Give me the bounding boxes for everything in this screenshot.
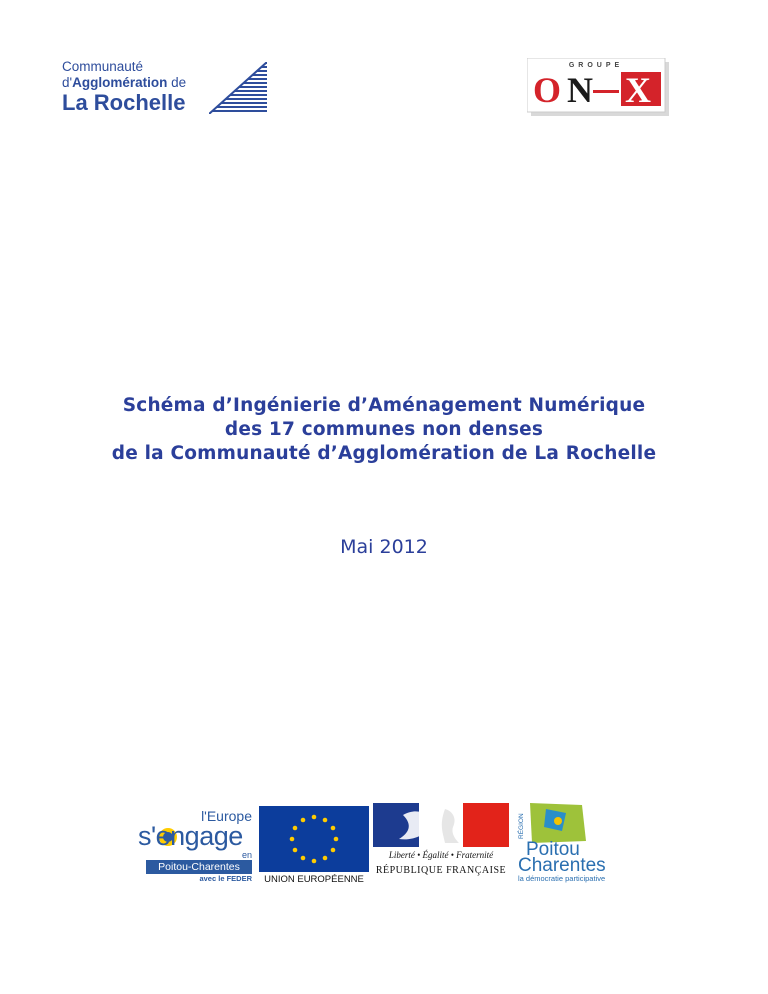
onx-letter-n: N: [567, 70, 593, 110]
cda-logo-line2: d'Agglomération de: [62, 75, 187, 90]
union-europeenne-logo: [259, 806, 369, 886]
europe-engage-line2: s'engage: [138, 821, 243, 851]
rf-caption: RÉPUBLIQUE FRANÇAISE: [375, 865, 507, 876]
europe-engage-line1: l'Europe: [201, 808, 252, 824]
eu-flag-icon: [259, 806, 369, 872]
onx-letter-o: O: [533, 70, 562, 110]
onx-group-label: GROUPE: [568, 62, 624, 69]
pc-tagline: la démocratie participative: [518, 874, 606, 883]
onx-letter-x: X: [625, 70, 651, 110]
rf-motto: Liberté • Égalité • Fraternité: [388, 850, 494, 860]
document-title: [40, 394, 728, 466]
pc-line2: Charentes: [518, 855, 606, 876]
cda-la-rochelle-logo: [62, 60, 267, 116]
europe-engage-line5: avec le FEDER: [199, 874, 252, 883]
europe-engage-line4: Poitou-Charentes: [146, 860, 252, 874]
title-line-2: des 17 communes non denses: [224, 419, 544, 440]
document-date: Mai 2012: [340, 536, 428, 558]
pc-line1: Poitou: [526, 839, 580, 860]
title-line-3: de la Communauté d’Agglomération de La Rochelle: [111, 443, 657, 464]
region-poitou-charentes-logo: [514, 801, 614, 883]
cda-striped-triangle-icon: [209, 62, 267, 114]
title-line-1: Schéma d’Ingénierie d’Aménagement Numérique: [122, 395, 646, 416]
cda-logo-line3: La Rochelle: [62, 90, 186, 115]
eu-caption: UNION EUROPÉENNE: [264, 874, 364, 885]
groupe-onx-logo: [527, 58, 669, 116]
cda-logo-line1: Communauté: [62, 59, 144, 74]
marianne-tricolor-icon: [373, 803, 509, 847]
republique-francaise-logo: [373, 803, 509, 883]
europe-sengage-logo: [136, 808, 258, 884]
pc-region-label: RÉGION: [518, 813, 525, 839]
europe-engage-line3: en: [241, 850, 252, 860]
